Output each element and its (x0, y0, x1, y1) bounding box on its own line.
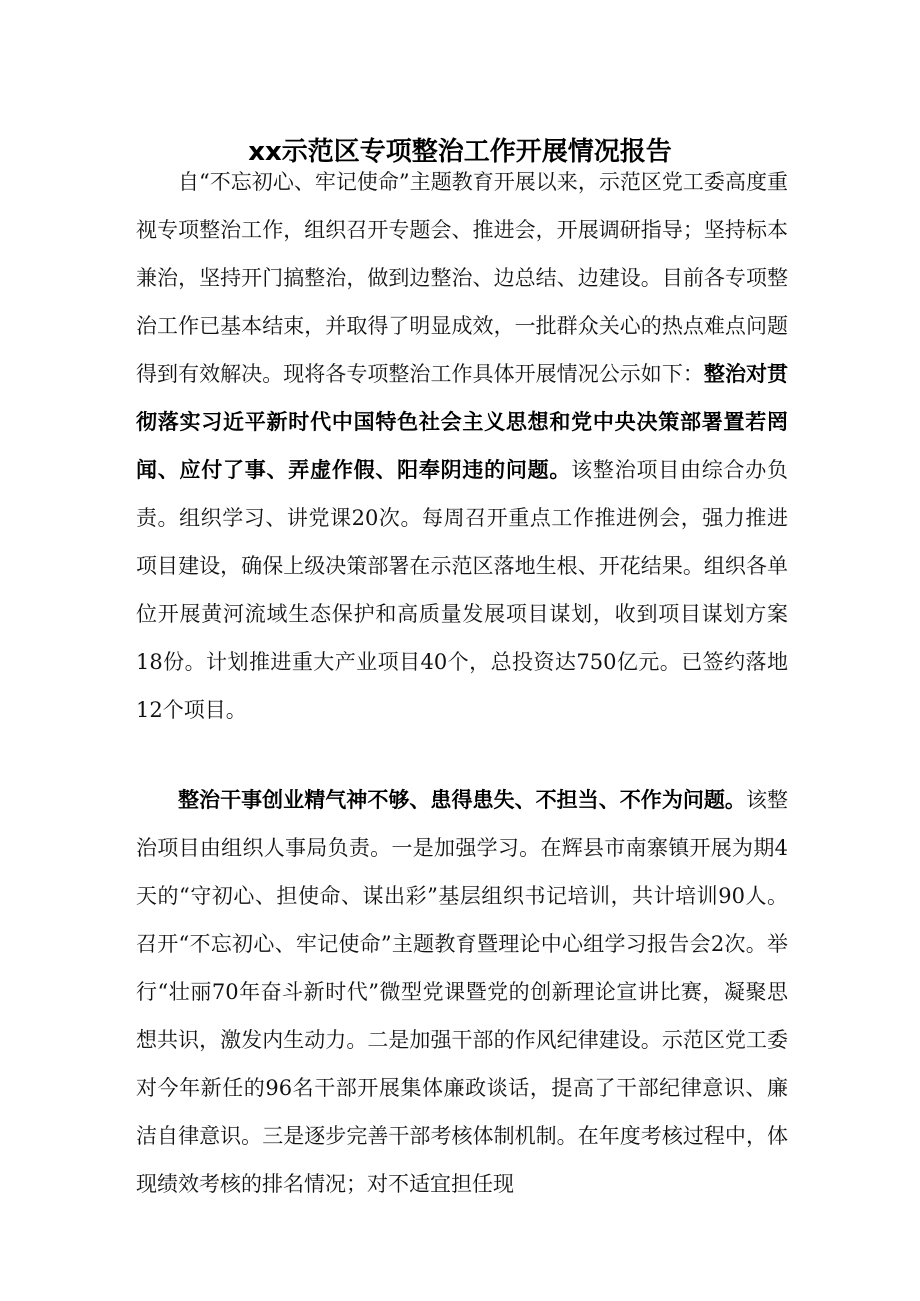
paragraph-2-body: 该整治项目由组织人事局负责。一是加强学习。在辉县市南寨镇开展为期4天的“守初心、担使命、谋出彩”基层组织书记培训，共计培训90人。召开“不忘初心、牢记使命”主题教育暨理论中心组学习报告会2次。举行“壮丽70年奋斗新时代”微型党课暨党的创新理论宣讲比赛，凝聚思想共识，激发内生动力。二是加强干部的作风纪律建设。示范区党工委对今年新任的96名干部开展集体廉政谈话，提高了干部纪律意识、廉洁自律意识。三是逐步完善干部考核体制机制。在年度考核过程中，体现绩效考核的排名情况；对不适宜担任现 (136, 788, 789, 1196)
document-title: xx示范区专项整治工作开展情况报告 (248, 137, 672, 167)
paragraph-2 (136, 776, 788, 1208)
paragraph-2-heading: 整治干事创业精气神不够、患得患失、不担当、不作为问题。 (178, 788, 746, 812)
paragraph-1 (136, 158, 788, 734)
paragraph-1-intro: 自“不忘初心、牢记使命”主题教育开展以来，示范区党工委高度重视专项整治工作，组织召开专题会、推进会，开展调研指导；坚持标本兼治，坚持开门搞整治，做到边整治、边总结、边建设。目前各专项整治工作已基本结束，并取得了明显成效，一批群众关心的热点难点问题得到有效解决。现将各专项整治工作具体开展情况公示如下： (136, 170, 788, 386)
paragraph-1-heading: 整治对贯彻落实习近平新时代中国特色社会主义思想和党中央决策部署置若罔闻、应付了事、弄虚作假、阳奉阴违的问题。 (136, 362, 789, 482)
paragraph-1-body: 该整治项目由综合办负责。组织学习、讲党课20次。每周召开重点工作推进例会，强力推进项目建设，确保上级决策部署在示范区落地生根、开花结果。组织各单位开展黄河流域生态保护和高质量发展项目谋划，收到项目谋划方案18份。计划推进重大产业项目40个，总投资达750亿元。已签约落地12个项目。 (136, 458, 788, 722)
